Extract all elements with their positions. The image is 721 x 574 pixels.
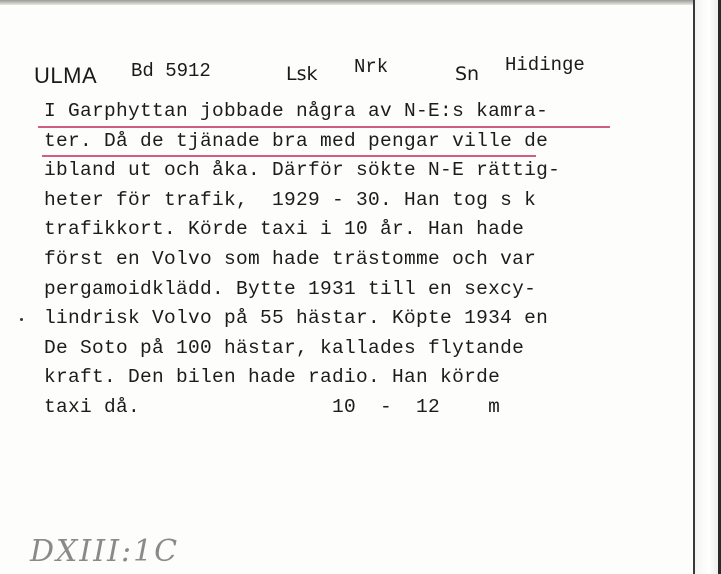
body-line: I Garphyttan jobbade några av N-E:s kamra-: [44, 100, 549, 122]
card-right-shade: [695, 0, 718, 574]
county-label: Lsk: [286, 63, 318, 85]
county-value: Nrk: [354, 56, 389, 78]
margin-dot: [20, 318, 23, 321]
volume-number: Bd 5912: [131, 60, 211, 82]
body-line: först en Volvo som hade trästomme och var: [44, 247, 537, 270]
body-line: lindrisk Volvo på 55 hästar. Köpte 1934 en: [44, 307, 549, 330]
body-line: De Soto på 100 hästar, kallades flytande: [44, 336, 525, 359]
body-line: heter för trafik, 1929 - 30. Han tog s k: [44, 188, 537, 211]
body-line: taxi då. 10 - 12 m: [44, 395, 501, 418]
body-line: ter. Då de tjänade bra med pengar ville de: [44, 129, 549, 152]
parish-label: Sn: [455, 63, 480, 85]
body-line: trafikkort. Körde taxi i 10 år. Han hade: [44, 218, 525, 241]
parish-value: Hidinge: [505, 54, 585, 76]
card-body-text: [44, 97, 644, 423]
body-line: ibland ut och åka. Därför sökte N-E rättig-: [44, 159, 561, 182]
body-line: kraft. Den bilen hade radio. Han körde: [44, 366, 501, 389]
archive-label: ULMA: [34, 63, 98, 88]
pencil-shelf-mark: DXIII:1C: [30, 534, 180, 569]
body-line: pergamoidklädd. Bytte 1931 till en sexcy-: [44, 277, 537, 300]
card-right-border-inner: [693, 0, 695, 574]
card-top-edge: [0, 0, 700, 5]
